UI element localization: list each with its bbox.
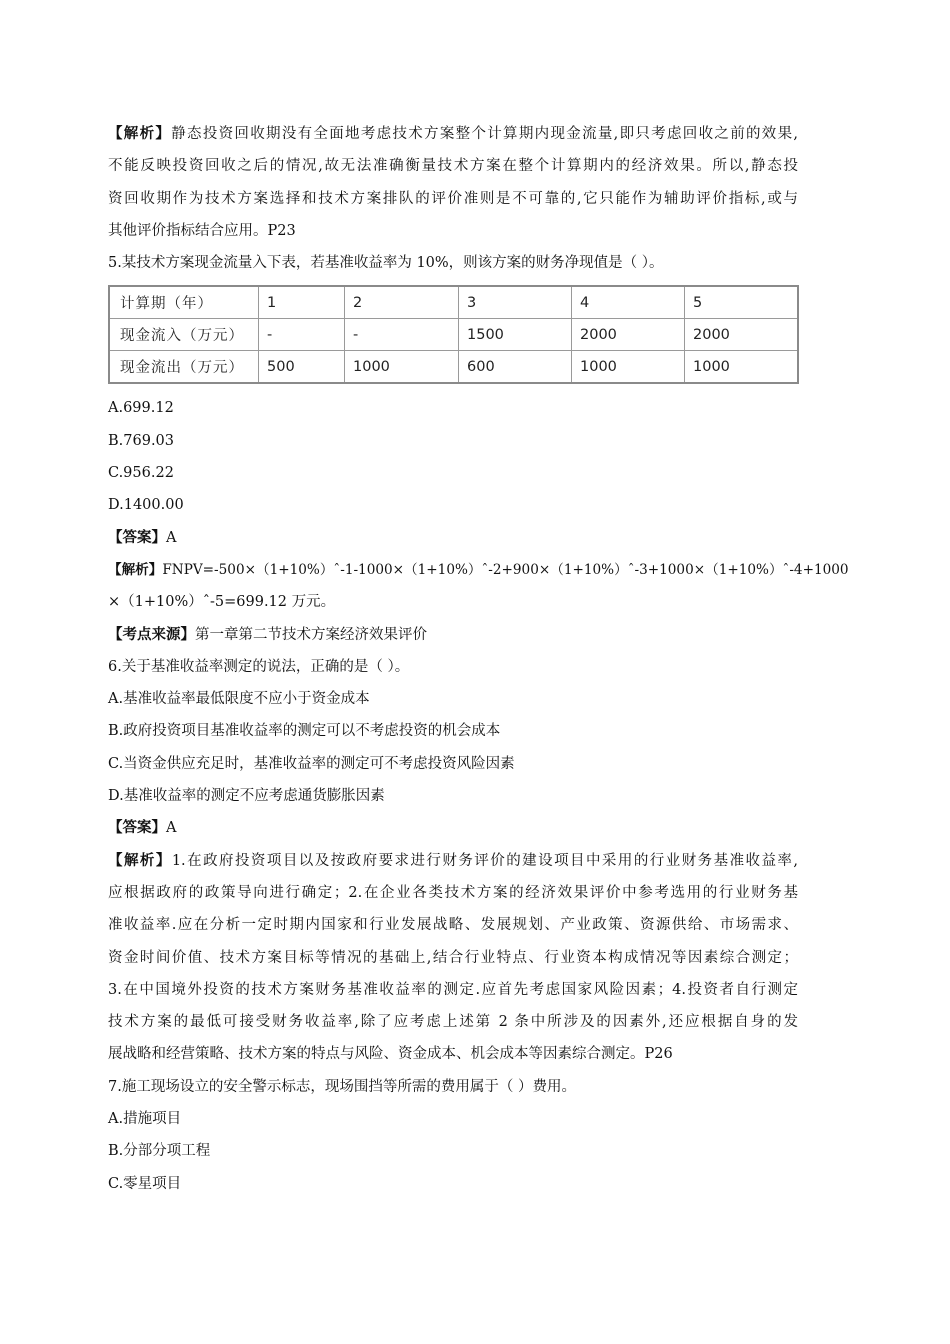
q5-analysis [108,554,849,619]
analysis-line: 不能反映投资回收之后的情况,故无法准确衡量技术方案在整个计算期内的经济效果。所以,静态投 [108,158,798,175]
table-cell: 现金流出（万元） [109,351,259,384]
table-cell: 600 [459,351,572,384]
q6-analysis [108,845,808,1071]
analysis-line: 展战略和经营策略、技术方案的特点与风险、资金成本、机会成本等因素综合测定。P26 [108,1046,673,1063]
q7-options [108,1103,808,1200]
table-cell: 2000 [685,319,799,351]
option-b: B.分部分项工程 [108,1143,211,1160]
table-cell: 3 [459,286,572,319]
table-row [109,319,798,351]
analysis-line: 【解析】1.在政府投资项目以及按政府要求进行财务评价的建设项目中采用的行业财务基准收益率, [108,851,798,869]
table-cell: 2000 [572,319,685,351]
option-b: B.政府投资项目基准收益率的测定可以不考虑投资的机会成本 [108,723,501,740]
option-c: C.当资金供应充足时，基准收益率的测定可不考虑投资风险因素 [108,755,515,772]
table-cell: 5 [685,286,799,319]
table-cell: - [259,319,345,351]
table-cell: 1500 [459,319,572,351]
table-header-row [109,286,798,319]
table-cell: - [345,319,459,351]
cash-flow-table [108,285,799,384]
analysis-line: 3.在中国境外投资的技术方案财务基准收益率的测定.应首先考虑国家风险因素；4.投资者自行测定 [108,981,798,998]
q5-stem: 5.某技术方案现金流量入下表，若基准收益率为 10%，则该方案的财务净现值是（ ）。 [108,255,664,272]
table-row [109,351,798,384]
analysis-line: 资金时间价值、技术方案目标等情况的基础上,结合行业特点、行业资本构成情况等因素综合测定； [108,949,798,966]
table-cell: 4 [572,286,685,319]
analysis-line: 技术方案的最低可接受财务收益率,除了应考虑上述第 2 条中所涉及的因素外,还应根据自身的发 [108,1014,798,1031]
document-content [108,118,849,1200]
q6-options [108,683,808,812]
analysis-line: 应根据政府的政策导向进行确定；2.在企业各类技术方案的经济效果评价中参考选用的行业财务基 [108,884,798,901]
analysis-line: 准收益率.应在分析一定时期内国家和行业发展战略、发展规划、产业政策、资源供给、市场需求、 [108,917,798,934]
option-a: A.措施项目 [108,1111,182,1128]
table-cell: 1000 [572,351,685,384]
q6-stem: 6.关于基准收益率测定的说法，正确的是（ ）。 [108,658,410,675]
option-a: A.基准收益率最低限度不应小于资金成本 [108,691,370,708]
table-cell: 2 [345,286,459,319]
q5-answer: 【答案】A [108,528,177,546]
option-d: D.基准收益率的测定不应考虑通货膨胀因素 [108,788,385,805]
option-a: A.699.12 [108,400,174,417]
table-cell: 500 [259,351,345,384]
q5-source: 【考点来源】第一章第二节技术方案经济效果评价 [108,625,427,643]
q4-analysis [108,118,808,247]
table-cell: 现金流入（万元） [109,319,259,351]
q6-answer: 【答案】A [108,819,177,837]
table-cell: 1000 [685,351,799,384]
analysis-line: 【解析】FNPV=-500×（1+10%）ˆ-1-1000×（1+10%）ˆ-2+900×（1+10%）ˆ-3+1000×（1+10%）ˆ-4+1000 [108,561,849,578]
analysis-line: 资回收期作为技术方案选择和技术方案排队的评价准则是不可靠的,它只能作为辅助评价指标,或与 [108,190,798,207]
analysis-line: ×（1+10%）ˆ-5=699.12 万元。 [108,594,336,611]
option-d: D.1400.00 [108,497,184,514]
q5-options [108,392,808,521]
table-cell: 计算期（年） [109,286,259,319]
q7-stem: 7.施工现场设立的安全警示标志，现场围挡等所需的费用属于（ ）费用。 [108,1078,576,1095]
table-cell: 1 [259,286,345,319]
analysis-line: 其他评价指标结合应用。P23 [108,222,296,239]
option-c: C.零星项目 [108,1175,182,1192]
analysis-line: 【解析】静态投资回收期没有全面地考虑技术方案整个计算期内现金流量,即只考虑回收之前的效果, [108,125,799,142]
option-c: C.956.22 [108,465,174,482]
table-cell: 1000 [345,351,459,384]
option-b: B.769.03 [108,432,175,449]
